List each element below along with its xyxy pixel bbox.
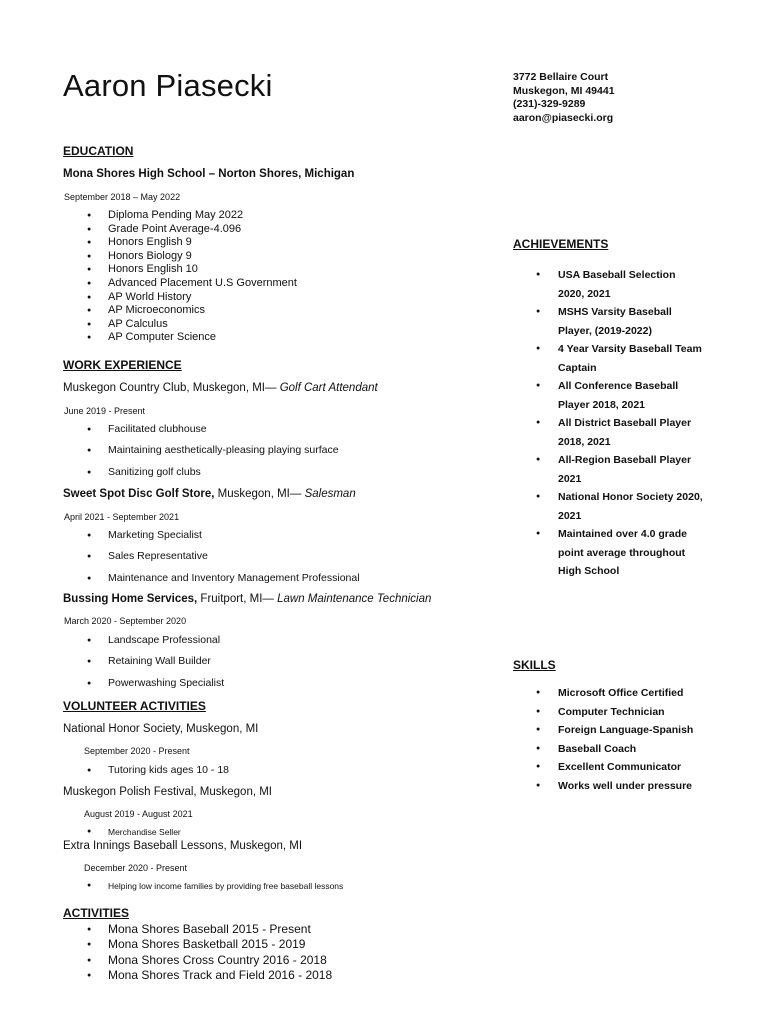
education-school: Mona Shores High School – Norton Shores, Michigan	[63, 168, 355, 180]
activities-list	[63, 922, 483, 983]
volunteer-heading: VOLUNTEER ACTIVITIES	[63, 699, 206, 713]
contact-street: 3772 Bellaire Court	[513, 71, 609, 83]
candidate-name: Aaron Piasecki	[63, 68, 273, 103]
achievements-heading: ACHIEVEMENTS	[513, 237, 609, 251]
volunteer-duties	[63, 880, 483, 892]
list-item: ● AP Microeconomics	[63, 304, 483, 318]
list-item: ● Landscape Professional	[63, 630, 483, 651]
list-item: ● Foreign Language-Spanish	[513, 721, 703, 740]
list-item: ● Computer Technician	[513, 703, 703, 722]
job-title: Salesman	[304, 488, 356, 500]
list-item: ● Sanitizing golf clubs	[63, 462, 483, 483]
list-item: ● USA Baseball Selection 2020, 2021	[513, 266, 703, 303]
volunteer-org: Extra Innings Baseball Lessons, Muskegon, MI	[63, 840, 303, 852]
job-employer: Bussing Home Services,	[63, 593, 198, 605]
list-item: ● Powerwashing Specialist	[63, 673, 483, 694]
volunteer-dates: December 2020 - Present	[84, 863, 188, 873]
education-dates: September 2018 – May 2022	[64, 192, 181, 202]
list-item: ● Advanced Placement U.S Government	[63, 277, 483, 291]
job-duties	[63, 419, 483, 483]
list-item: ● All-Region Baseball Player 2021	[513, 451, 703, 488]
list-item: ● National Honor Society 2020, 2021	[513, 488, 703, 525]
activities-heading: ACTIVITIES	[63, 906, 130, 920]
job-title-line	[63, 593, 431, 605]
list-item: ● All District Baseball Player 2018, 2021	[513, 414, 703, 451]
list-item: ● Excellent Communicator	[513, 758, 703, 777]
job-title-line	[63, 382, 378, 394]
list-item: ● AP Calculus	[63, 318, 483, 332]
job-employer: Sweet Spot Disc Golf Store,	[63, 488, 215, 500]
list-item: ● Mona Shores Cross Country 2016 - 2018	[63, 953, 483, 968]
volunteer-org: Muskegon Polish Festival, Muskegon, MI	[63, 786, 273, 798]
list-item: ● Diploma Pending May 2022	[63, 209, 483, 223]
contact-email: aaron@piasecki.org	[513, 111, 614, 124]
list-item: ● Helping low income families by providing free baseball lessons	[63, 880, 483, 892]
list-item: ● Maintained over 4.0 grade point average throughout High School	[513, 525, 703, 581]
list-item: ● Grade Point Average-4.096	[63, 223, 483, 237]
list-item: ● AP Computer Science	[63, 331, 483, 345]
work-heading: WORK EXPERIENCE	[63, 358, 182, 372]
job-location: , Muskegon, MI—	[186, 382, 280, 394]
volunteer-duties	[63, 764, 483, 777]
list-item: ● Baseball Coach	[513, 740, 703, 759]
job-title-line	[63, 488, 356, 500]
list-item: ● Microsoft Office Certified	[513, 684, 703, 703]
education-heading: EDUCATION	[63, 144, 134, 158]
volunteer-dates: September 2020 - Present	[84, 746, 190, 756]
job-location: Fruitport, MI—	[197, 593, 278, 605]
list-item: ● Tutoring kids ages 10 - 18	[63, 764, 483, 777]
list-item: ● Maintenance and Inventory Management Professional	[63, 568, 483, 589]
list-item: ● Retaining Wall Builder	[63, 651, 483, 672]
list-item: ● Works well under pressure	[513, 777, 703, 796]
job-employer: Muskegon Country Club	[63, 382, 187, 394]
job-duties	[63, 630, 483, 694]
list-item: ● Honors Biology 9	[63, 250, 483, 264]
skills-heading: SKILLS	[513, 658, 556, 672]
job-dates: April 2021 - September 2021	[64, 512, 180, 522]
volunteer-org: National Honor Society, Muskegon, MI	[63, 723, 259, 735]
list-item: ● All Conference Baseball Player 2018, 2021	[513, 377, 703, 414]
list-item: ● Facilitated clubhouse	[63, 419, 483, 440]
job-title: Lawn Maintenance Technician	[277, 593, 432, 605]
list-item: ● Mona Shores Baseball 2015 - Present	[63, 922, 483, 937]
job-dates: June 2019 - Present	[64, 406, 146, 416]
volunteer-dates: August 2019 - August 2021	[84, 809, 193, 819]
achievements-list	[513, 266, 703, 581]
contact-phone: (231)-329-9289	[513, 98, 586, 110]
list-item: ● AP World History	[63, 291, 483, 305]
job-location: Muskegon, MI—	[214, 488, 305, 500]
list-item: ● Mona Shores Track and Field 2016 - 2018	[63, 968, 483, 983]
list-item: ● 4 Year Varsity Baseball Team Captain	[513, 340, 703, 377]
list-item: ● Mona Shores Basketball 2015 - 2019	[63, 937, 483, 952]
education-list	[63, 209, 483, 345]
list-item: ● Maintaining aesthetically-pleasing playing surface	[63, 440, 483, 461]
list-item: ● MSHS Varsity Baseball Player, (2019-2022)	[513, 303, 703, 340]
job-title: Golf Cart Attendant	[279, 382, 378, 394]
skills-list	[513, 684, 703, 795]
list-item: ● Merchandise Seller	[63, 826, 483, 838]
list-item: ● Sales Representative	[63, 546, 483, 567]
job-dates: March 2020 - September 2020	[64, 616, 187, 626]
list-item: ● Marketing Specialist	[63, 525, 483, 546]
job-duties	[63, 525, 483, 589]
list-item: ● Honors English 9	[63, 236, 483, 250]
volunteer-duties	[63, 826, 483, 838]
contact-block	[513, 71, 615, 125]
list-item: ● Honors English 10	[63, 263, 483, 277]
contact-city: Muskegon, MI 49441	[513, 84, 615, 97]
